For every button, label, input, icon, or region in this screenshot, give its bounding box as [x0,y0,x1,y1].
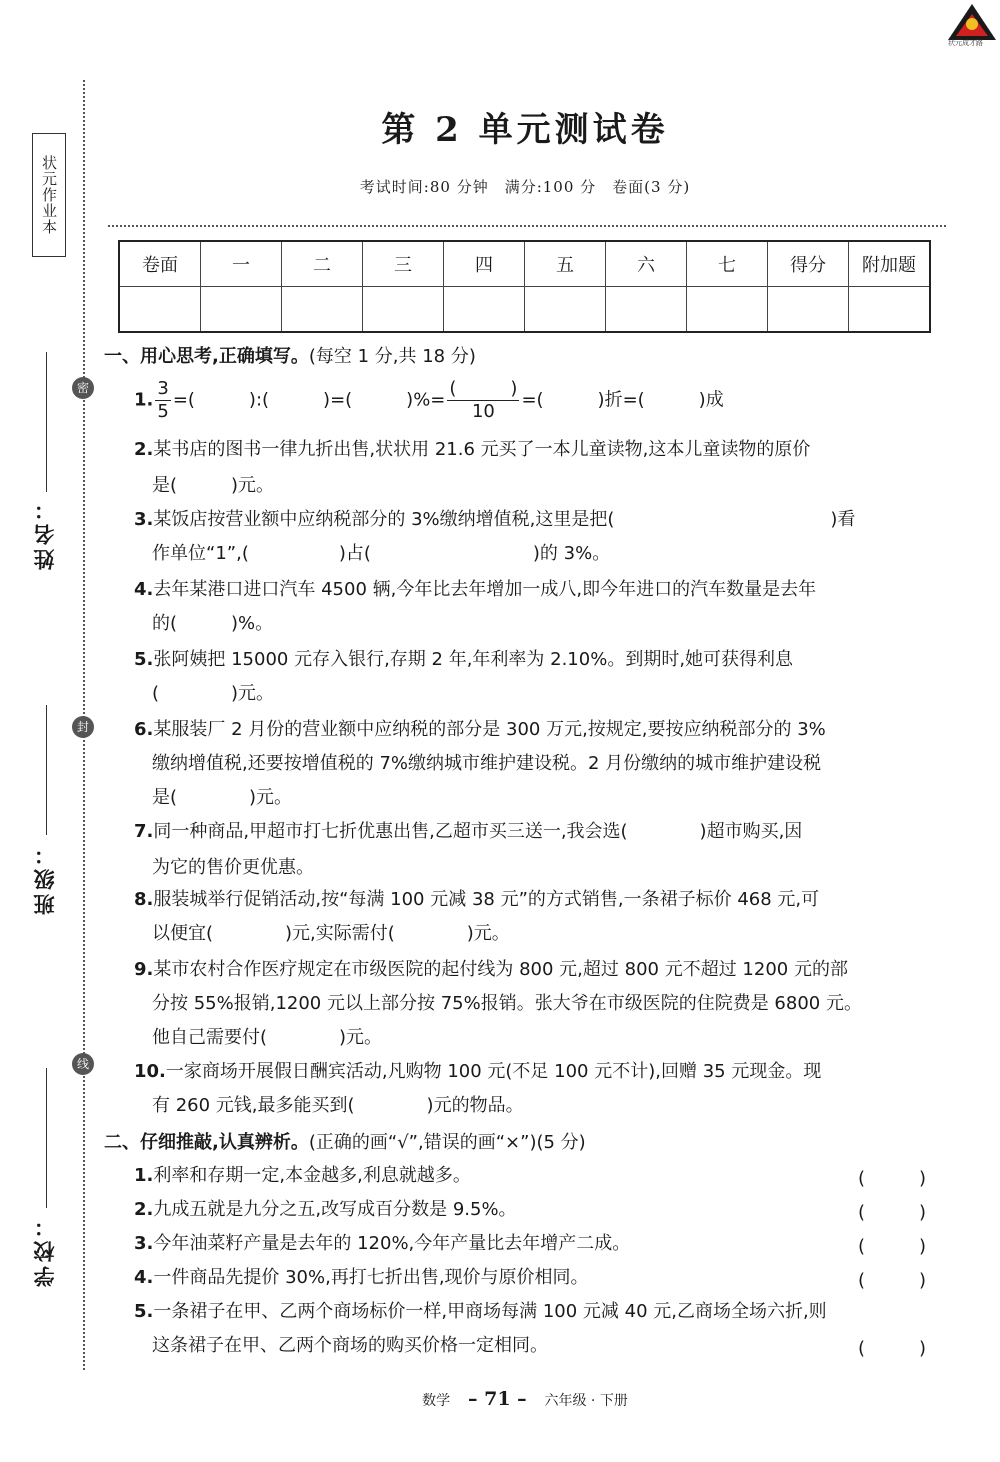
question-1 [134,378,724,423]
question-number: 2. [134,439,154,460]
score-cell[interactable] [525,287,606,333]
seal-xian: 线 [72,1053,94,1075]
question-text: 九成五就是九分之五,改写成百分数是 9.5%。 [153,1199,517,1220]
question-number: 10. [134,1061,166,1082]
page-title: 第 2 单元测试卷 [381,110,669,150]
score-header: 七 [687,241,768,287]
section2-title: 二、仔细推敲,认真辨析。 [104,1132,309,1153]
score-cell[interactable] [444,287,525,333]
question-line [134,438,810,462]
question-line [134,718,826,742]
fraction-numerator: 3 [157,378,169,399]
score-cell[interactable] [282,287,363,333]
question-line [134,578,816,602]
answer-paren[interactable]: ( ) [858,1202,927,1223]
question-number: 2. [134,1199,154,1220]
question-text: 一件商品先提价 30%,再打七折出售,现价与原价相同。 [153,1267,589,1288]
question-line [152,682,274,706]
question-text: 缴纳增值税,还要按增值税的 7%缴纳城市维护建设税。2 月份缴纳的城市维护建设税 [152,753,822,774]
question-number: 8. [134,889,154,910]
question-line [152,612,273,636]
q1-blanks-a: =( ):( )=( )%= [172,389,446,411]
fraction-x-10 [447,378,519,423]
question-line [134,888,819,912]
question-text: 去年某港口进口汽车 4500 辆,今年比去年增加一成八,即今年进口的汽车数量是去年 [153,579,817,600]
score-cell[interactable] [606,287,687,333]
question-line [152,992,862,1016]
score-table [118,240,931,333]
question-text: 一条裙子在甲、乙两个商场标价一样,甲商场每满 100 元减 40 元,乙商场全场六折,则 [153,1301,827,1322]
school-blank-line [46,1068,47,1208]
score-cell[interactable] [363,287,444,333]
question-text: 利率和存期一定,本金越多,利息就越多。 [153,1165,471,1186]
question-text: 某书店的图书一律九折出售,状状用 21.6 元买了一本儿童读物,这本儿童读物的原价 [153,439,811,460]
question-text: 的( )%。 [152,613,274,634]
judge-item [134,1198,517,1222]
section1-title: 一、用心思考,正确填写。 [104,346,309,367]
question-text: 他自己需要付( )元。 [152,1027,383,1048]
judge-item [134,1300,827,1324]
question-text: 为它的售价更优惠。 [152,857,314,878]
score-header: 二 [282,241,363,287]
score-header: 四 [444,241,525,287]
footer-subject: 数学 [422,1393,451,1409]
score-header: 六 [606,241,687,287]
section2-note: (正确的画“√”,错误的画“×”)(5 分) [308,1132,586,1153]
class-label: 班级： [33,840,57,915]
score-header: 得分 [768,241,849,287]
q1-blanks-b: =( )折=( )成 [521,389,724,411]
judge-item [134,1266,589,1290]
question-line [152,1026,382,1050]
class-blank-line [46,705,47,835]
question-line [152,856,314,880]
fraction-denominator: 10 [471,401,495,422]
score-cell[interactable] [119,287,201,333]
school-label: 学校： [33,1212,57,1287]
fraction-numerator: ( ) [449,378,518,399]
question-line [134,508,855,532]
question-line [152,474,274,498]
question-text: 是( )元。 [152,475,275,496]
question-number: 1. [134,389,154,411]
question-number: 3. [134,509,154,530]
score-header: 五 [525,241,606,287]
judge-item [134,1232,630,1256]
question-number: 7. [134,821,154,842]
question-text: 某服装厂 2 月份的营业额中应纳税的部分是 300 万元,按规定,要按应纳税部分的 3% [153,719,826,740]
score-header: 三 [363,241,444,287]
question-text: 同一种商品,甲超市打七折优惠出售,乙超市买三送一,我会选( )超市购买,因 [153,821,803,842]
score-header: 卷面 [119,241,201,287]
judge-item-continued: 这条裙子在甲、乙两个商场的购买价格一定相同。 [152,1335,548,1356]
question-number: 1. [134,1165,154,1186]
name-label: 姓名： [33,495,57,570]
question-text: 某饭店按营业额中应纳税部分的 3%缴纳增值税,这里是把( )看 [153,509,856,530]
question-text: 有 260 元钱,最多能买到( )元的物品。 [152,1095,524,1116]
score-cell[interactable] [201,287,282,333]
question-number: 3. [134,1233,154,1254]
question-text: 今年油菜籽产量是去年的 120%,今年产量比去年增产二成。 [153,1233,631,1254]
answer-paren[interactable]: ( ) [858,1168,927,1189]
answer-paren[interactable]: ( ) [858,1338,927,1359]
section1-note: (每空 1 分,共 18 分) [308,346,476,367]
question-text: 是( )元。 [152,787,293,808]
question-line [152,752,821,776]
brand-box: 状元作业本 [32,133,66,257]
question-line [152,1094,524,1118]
question-text: 某市农村合作医疗规定在市级医院的起付线为 800 元,超过 800 元不超过 1200 元的部 [153,959,848,980]
question-text: 服装城举行促销活动,按“每满 100 元减 38 元”的方式销售,一条裙子标价 468 元,可 [153,889,820,910]
question-number: 6. [134,719,154,740]
question-text: 一家商场开展假日酬宾活动,凡购物 100 元(不足 100 元不计),回赠 35 元现金。现 [165,1061,822,1082]
exam-info: 考试时间:80 分钟 满分:100 分 卷面(3 分) [359,178,691,196]
question-text: 分按 55%报销,1200 元以上部分按 75%报销。张大爷在市级医院的住院费是 6800 元。 [152,993,862,1014]
seal-feng: 封 [72,716,94,738]
question-text: ( )元。 [152,683,275,704]
fraction-denominator: 5 [157,401,169,422]
fraction-3-5 [155,378,170,423]
page-footer [0,1388,1000,1410]
question-line [134,958,848,982]
logo-text: 状元成才路 [948,39,983,47]
question-line [152,786,292,810]
score-header: 附加题 [849,241,931,287]
question-number: 5. [134,649,154,670]
answer-paren[interactable]: ( ) [858,1236,927,1257]
question-text: 以便宜( )元,实际需付( )元。 [152,923,510,944]
question-number: 5. [134,1301,154,1322]
score-cell[interactable] [768,287,849,333]
score-header: 一 [201,241,282,287]
score-cell[interactable] [687,287,768,333]
judge-item [134,1164,471,1188]
question-text: 作单位“1”,( )占( )的 3%。 [152,543,611,564]
seal-mi: 密 [72,377,94,399]
name-blank-line [46,352,47,492]
score-cell[interactable] [849,287,931,333]
header-separator [108,225,946,227]
page-number: – 71 – [467,1388,527,1410]
question-number: 4. [134,1267,154,1288]
question-number: 4. [134,579,154,600]
question-line [152,542,610,566]
question-number: 9. [134,959,154,980]
footer-grade: 六年级 · 下册 [544,1393,628,1409]
question-line [134,820,802,844]
question-line [134,1060,821,1084]
section1-heading [104,342,476,368]
section2-heading [104,1128,586,1154]
answer-paren[interactable]: ( ) [858,1270,927,1291]
question-line [152,922,510,946]
question-text: 张阿姨把 15000 元存入银行,存期 2 年,年利率为 2.10%。到期时,她可获得利息 [153,649,794,670]
question-line [134,648,793,672]
